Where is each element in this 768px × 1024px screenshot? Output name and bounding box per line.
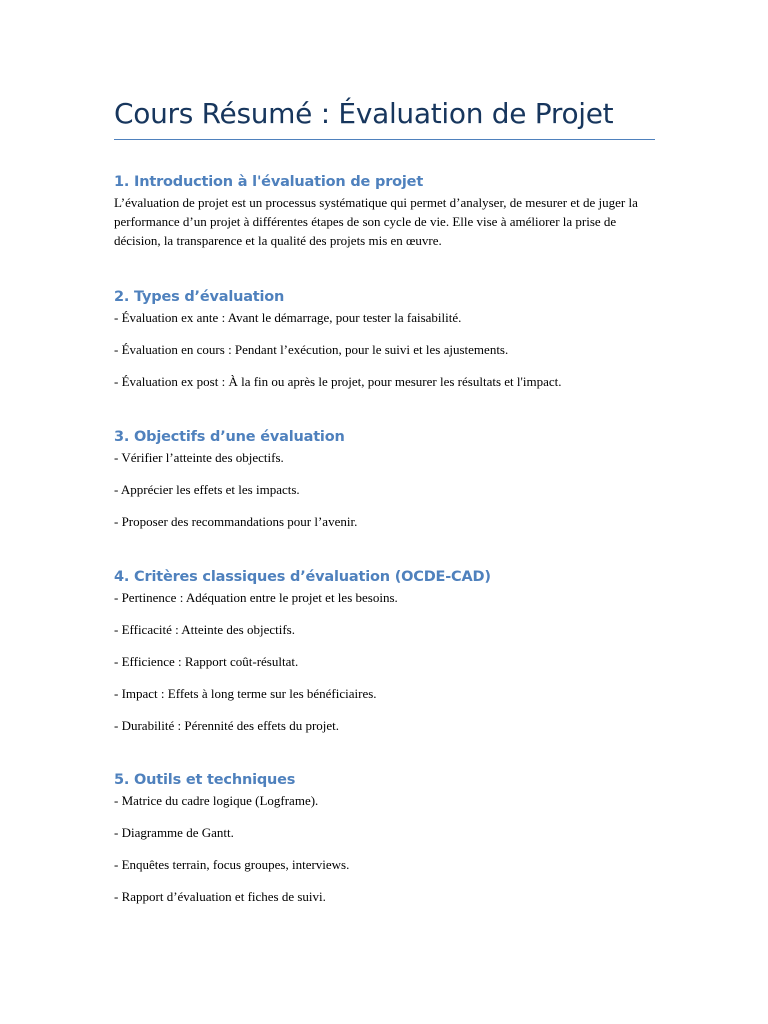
title-underline-rule [114,139,655,140]
section-heading: 4. Critères classiques d’évaluation (OCDE-CAD) [114,569,491,585]
section-heading: 5. Outils et techniques [114,772,296,788]
section-types [114,286,655,391]
list-item: - Matrice du cadre logique (Logframe). [114,793,319,808]
section-heading: 2. Types d’évaluation [114,289,285,305]
document-title: Cours Résumé : Évaluation de Projet [114,97,614,130]
list-item: - Pertinence : Adéquation entre le projet et les besoins. [114,590,398,605]
list-item: - Enquêtes terrain, focus groupes, interviews. [114,857,350,872]
list-item: - Évaluation en cours : Pendant l’exécution, pour le suivi et les ajustements. [114,342,509,357]
list-item: - Évaluation ex ante : Avant le démarrage, pour tester la faisabilité. [114,310,462,325]
list-item: - Efficacité : Atteinte des objectifs. [114,622,295,637]
list-item: - Proposer des recommandations pour l’avenir. [114,514,358,529]
list-item: - Vérifier l’atteinte des objectifs. [114,450,284,465]
section-paragraph: L’évaluation de projet est un processus systématique qui permet d’analyser, de mesurer et de juger la performance d’un projet à différentes étapes de son cycle de vie. Elle vise à améliorer la prise de décision, la transparence et la qualité des projets mis en œuvre. [114,195,638,248]
list-item: - Évaluation ex post : À la fin ou après le projet, pour mesurer les résultats et l'impact. [114,374,562,389]
section-outils [114,769,655,906]
section-objectifs [114,426,655,531]
list-item: - Diagramme de Gantt. [114,825,234,840]
list-item: - Durabilité : Pérennité des effets du projet. [114,718,340,733]
list-item: - Apprécier les effets et les impacts. [114,482,300,497]
list-item: - Efficience : Rapport coût-résultat. [114,654,299,669]
section-heading: 1. Introduction à l'évaluation de projet [114,174,424,190]
list-item: - Rapport d’évaluation et fiches de suivi. [114,889,326,904]
section-criteres [114,566,655,735]
section-introduction [114,171,655,250]
list-item: - Impact : Effets à long terme sur les bénéficiaires. [114,686,377,701]
section-heading: 3. Objectifs d’une évaluation [114,429,345,445]
